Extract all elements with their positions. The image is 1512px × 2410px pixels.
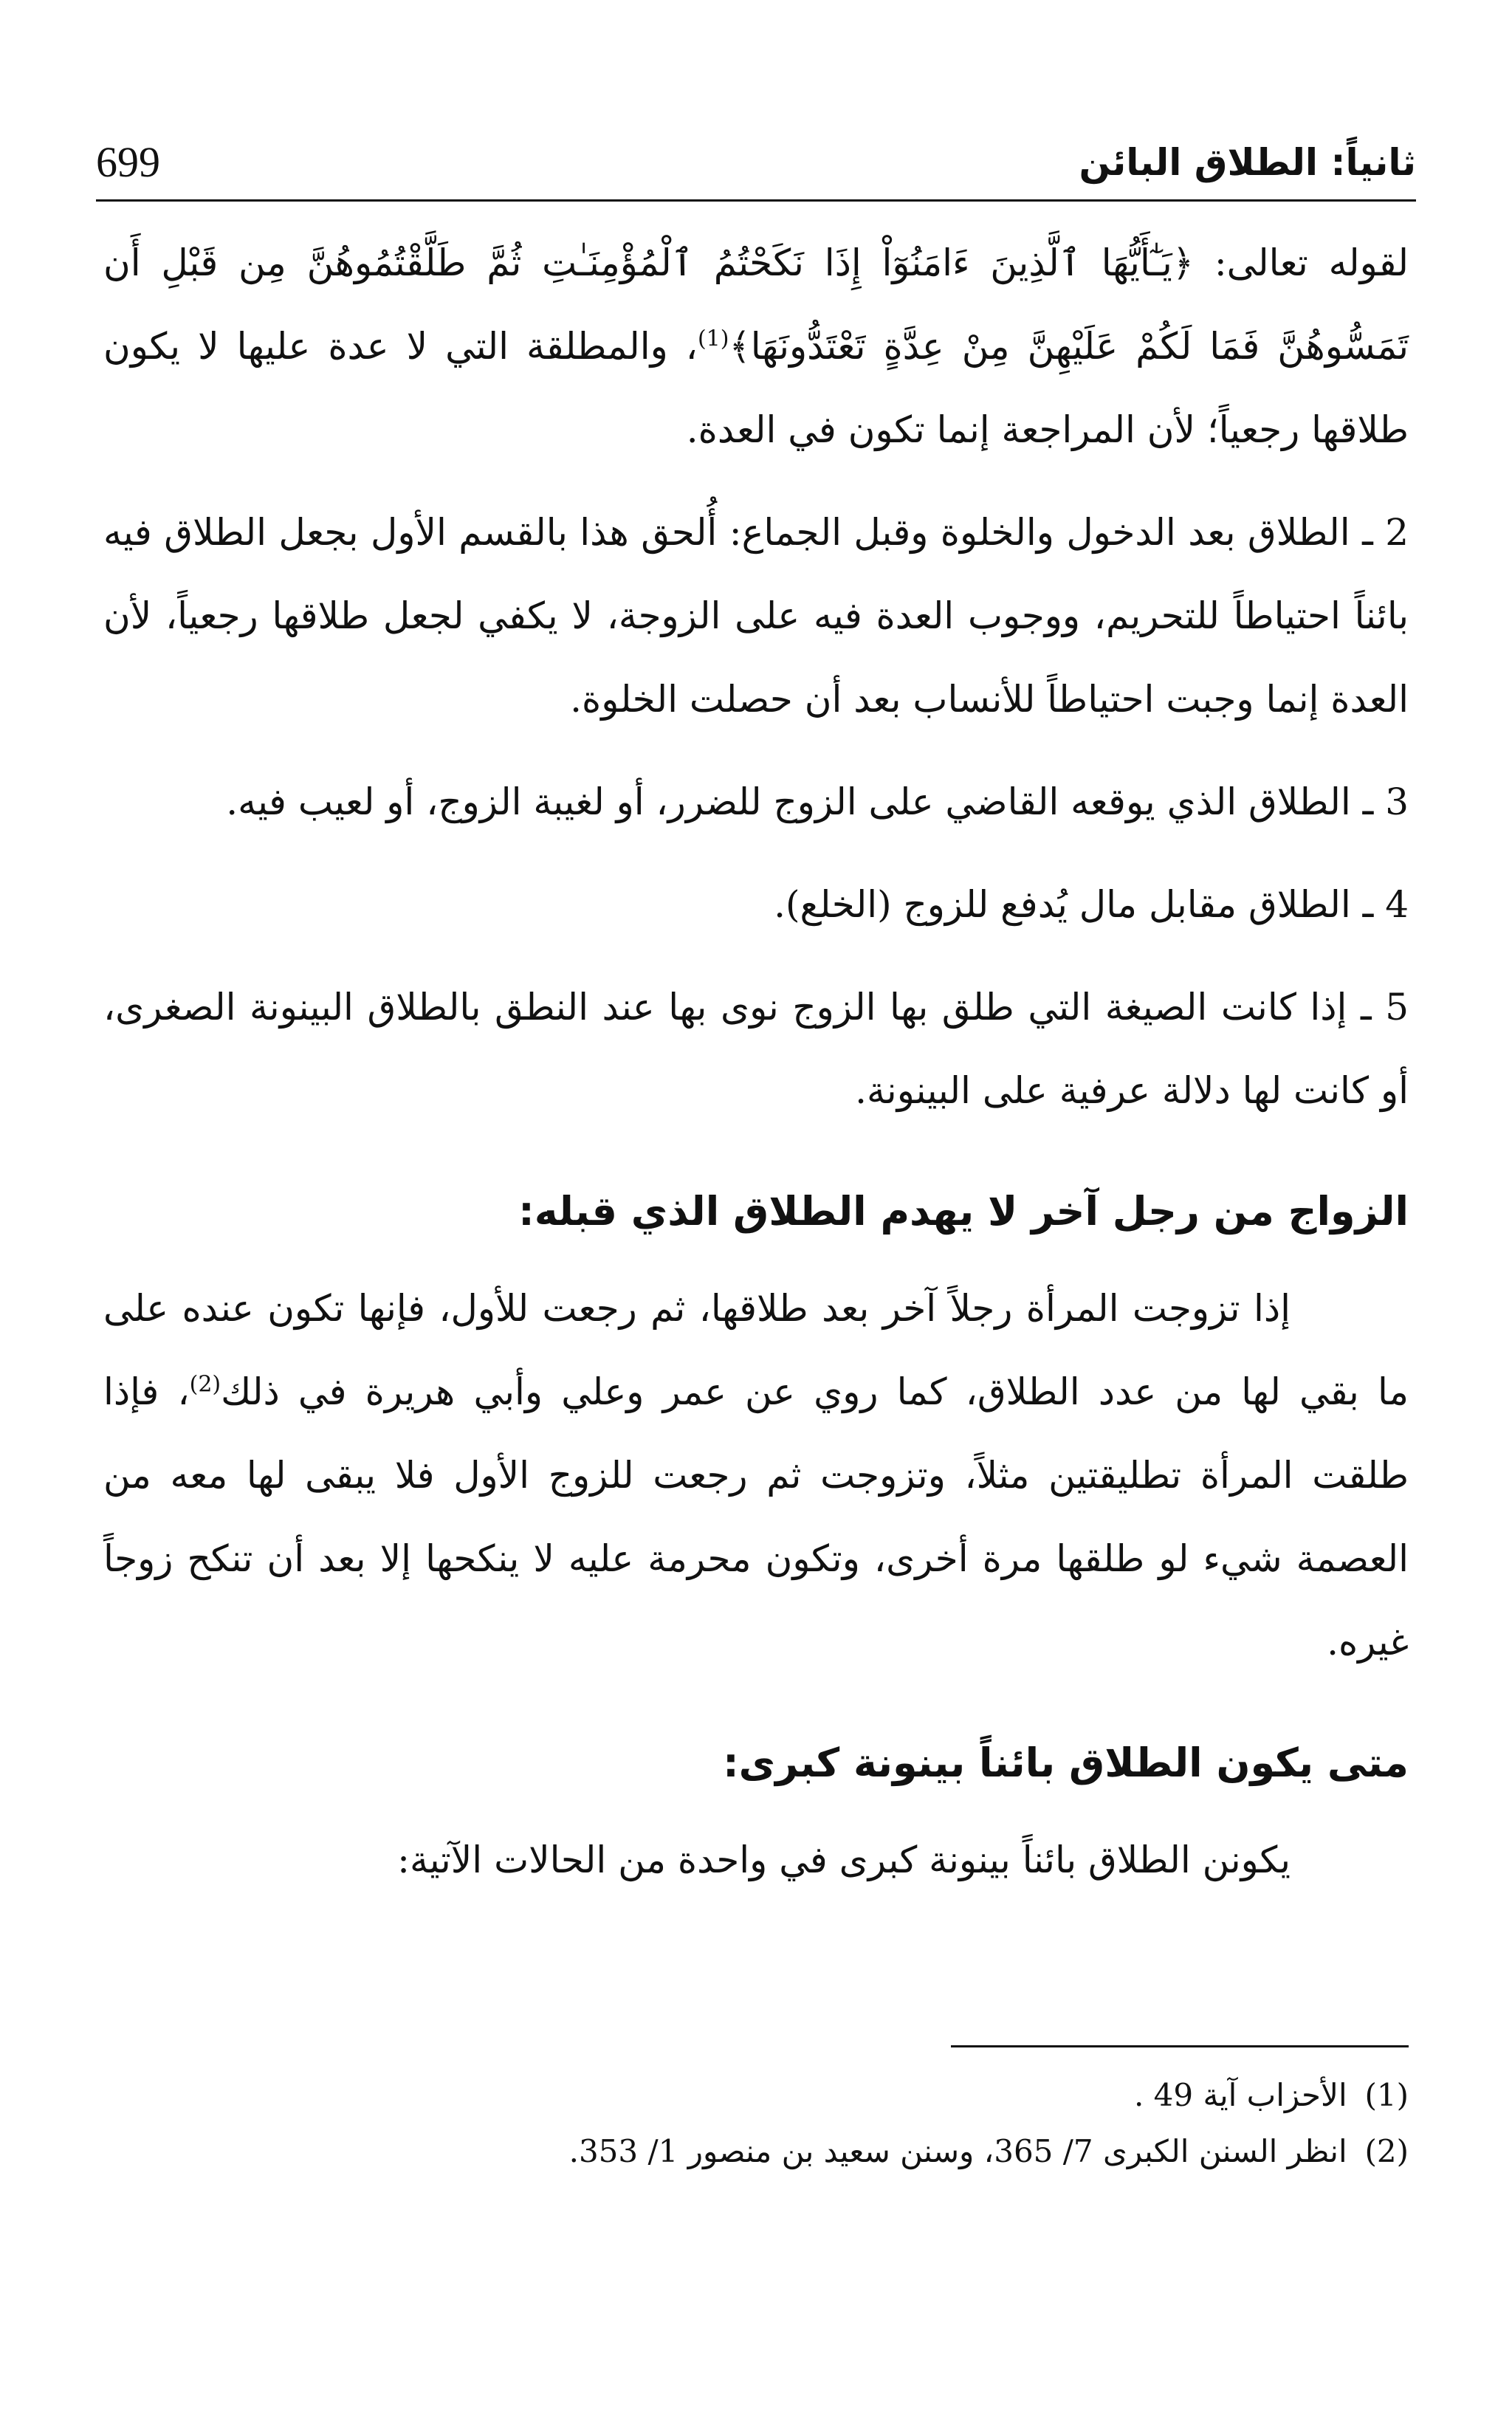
page-number: 699 [96, 138, 160, 186]
list-item-2: 2 ـ الطلاق بعد الدخول والخلوة وقبل الجماع: أُلحق هذا بالقسم الأول بجعل الطلاق فيه بائناً احتياطاً للتحريم، ووجوب العدة فيه على الزوجة، لا يكفي لجعل طلاقها رجعياً، لأن العدة إنما وجبت احتياطاً للأنساب بعد أن حصلت الخلوة. [103, 511, 1409, 721]
paragraph-continuation: ، والمطلقة التي لا عدة عليها لا يكون طلاقها رجعياً؛ لأن المراجعة إنما تكون في العدة. [103, 325, 1409, 451]
header-rule [96, 199, 1416, 202]
section-heading-major-separation: متى يكون الطلاق بائناً بينونة كبرى: [723, 1740, 1409, 1786]
footnote-rule [951, 2045, 1409, 2047]
footnote-number: (1) [1364, 2077, 1409, 2113]
footnote-number: (2) [1364, 2133, 1409, 2169]
section-heading-remarriage: الزواج من رجل آخر لا يهدم الطلاق الذي قبله: [518, 1188, 1409, 1235]
footnote-ref-1: (1) [697, 326, 729, 352]
quran-verse: ﴿يَـٰٓأَيُّهَا ٱلَّذِينَ ءَامَنُوٓاْ إِذَا نَكَحْتُمُ ٱلْمُؤْمِنَـٰتِ ثُمَّ طَلَّقْتُمُوهُنَّ مِن قَبْلِ أَن تَمَسُّوهُنَّ فَمَا لَكُمْ عَلَيْهِنَّ مِنْ عِدَّةٍ تَعْتَدُّونَهَا﴾ [103, 241, 1409, 368]
footnote [103, 2067, 1409, 2124]
section-text-b: ، فإذا طلقت المرأة تطليقتين مثلاً، وتزوجت ثم رجعت للزوج الأول فلا يبقى لها معه من العصمة شيء لو طلقها مرة أخرى، وتكون محرمة عليه لا ينكحها إلا بعد أن تنكح زوجاً غيره. [103, 1370, 1409, 1664]
chapter-title: ثانياً: الطلاق البائن [1079, 141, 1416, 184]
section-paragraph-remarriage [103, 1267, 1409, 1684]
footnote [103, 2124, 1409, 2180]
list-item-3: 3 ـ الطلاق الذي يوقعه القاضي على الزوج للضرر، أو لغيبة الزوج، أو لعيب فيه. [226, 780, 1409, 823]
paragraph-quran-citation [103, 222, 1409, 472]
main-text [103, 222, 1409, 1921]
running-header [96, 126, 1416, 207]
list-item-5: 5 ـ إذا كانت الصيغة التي طلق بها الزوج نوى بها عند النطق بالطلاق البينونة الصغرى، أو كانت لها دلالة عرفية على البينونة. [103, 986, 1409, 1112]
list-item-4: 4 ـ الطلاق مقابل مال يُدفع للزوج (الخلع). [774, 883, 1409, 926]
footnote-text: الأحزاب آية 49 . [1133, 2077, 1347, 2113]
footnote-text: انظر السنن الكبرى 7/ 365، وسنن سعيد بن منصور 1/ 353. [568, 2133, 1347, 2169]
paragraph-intro: لقوله تعالى: [1194, 241, 1409, 284]
footnote-ref-2: (2) [189, 1371, 221, 1398]
section-paragraph-major-separation: يكونن الطلاق بائناً بينونة كبرى في واحدة من الحالات الآتية: [397, 1839, 1291, 1881]
section-text-a: إذا تزوجت المرأة رجلاً آخر بعد طلاقها، ثم رجعت للأول، فإنها تكون عنده على ما بقي لها من عدد الطلاق، كما روي عن عمر وعلي وأبي هريرة في ذلك [103, 1287, 1409, 1413]
footnotes [103, 2067, 1409, 2180]
